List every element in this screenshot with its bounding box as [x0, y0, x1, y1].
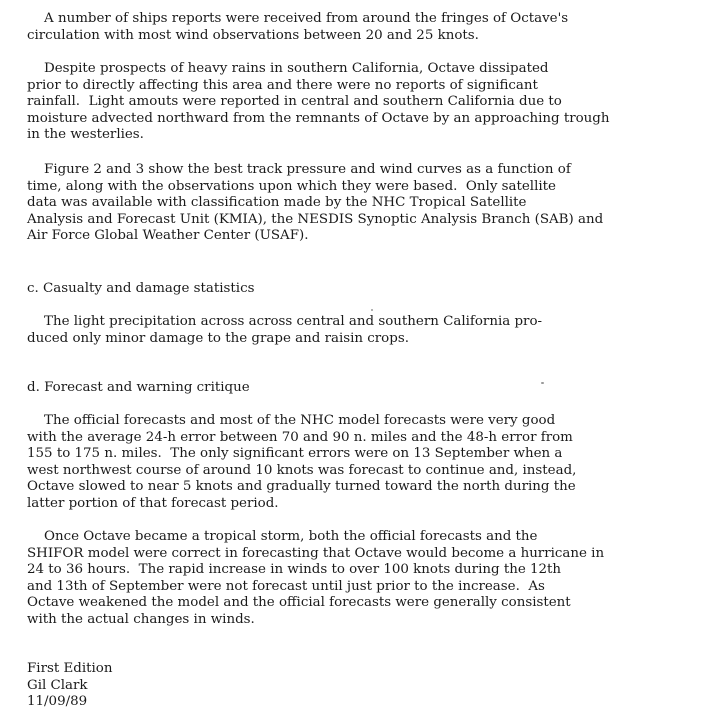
text-line: Air Force Global Weather Center (USAF).: [27, 228, 309, 244]
text-line: 155 to 175 n. miles. The only significant errors were on 13 September when a: [27, 446, 563, 462]
text-line: and 13th of September were not forecast until just prior to the increase. As: [27, 578, 545, 594]
section-heading-casualty: c. Casualty and damage statistics: [27, 281, 255, 296]
text-line: The light precipitation across across central and southern California pro-: [27, 314, 543, 329]
paragraph-forecast-errors: [27, 413, 699, 513]
paragraph-casualty: [27, 314, 699, 347]
text-line: circulation with most wind observations between 20 and 25 knots.: [27, 27, 479, 43]
text-line: moisture advected northward from the remnants of Octave by an approaching trough: [27, 110, 610, 126]
section-heading-forecast: d. Forecast and warning critique: [27, 380, 250, 395]
paragraph-best-track: [27, 162, 699, 245]
text-line: with the average 24-h error between 70 and 90 n. miles and the 48-h error from: [27, 429, 573, 445]
text-line: A number of ships reports were received from around the fringes of Octave's: [27, 11, 569, 26]
text-line: Despite prospects of heavy rains in southern California, Octave dissipated: [27, 61, 549, 76]
text-line: The official forecasts and most of the NHC model forecasts were very good: [27, 413, 556, 428]
text-line: Analysis and Forecast Unit (KMIA), the NESDIS Synoptic Analysis Branch (SAB) and: [27, 211, 604, 227]
text-line: SHIFOR model were correct in forecasting that Octave would become a hurricane in: [27, 545, 605, 561]
author-name: Gil Clark: [27, 677, 88, 693]
text-line: Octave slowed to near 5 knots and gradually turned toward the north during the: [27, 479, 576, 495]
text-line: rainfall. Light amouts were reported in central and southern California due to: [27, 94, 562, 110]
text-line: in the westerlies.: [27, 127, 144, 143]
text-line: data was available with classification made by the NHC Tropical Satellite: [27, 195, 527, 211]
text-line: prior to directly affecting this area and there were no reports of significant: [27, 77, 538, 93]
text-line: with the actual changes in winds.: [27, 611, 255, 627]
scan-speck: [541, 382, 544, 384]
text-line: 24 to 36 hours. The rapid increase in winds to over 100 knots during the 12th: [27, 562, 562, 578]
edition-label: First Edition: [27, 661, 113, 676]
text-line: latter portion of that forecast period.: [27, 495, 279, 511]
scan-speck: [371, 309, 373, 311]
signature-block: [27, 661, 112, 711]
text-line: Octave weakened the model and the official forecasts were generally consistent: [27, 595, 571, 611]
text-line: Once Octave became a tropical storm, both the official forecasts and the: [27, 529, 538, 544]
paragraph-rainfall: [27, 61, 699, 144]
document-date: 11/09/89: [27, 694, 88, 710]
text-line: west northwest course of around 10 knots was forecast to continue and, instead,: [27, 462, 577, 478]
paragraph-ship-reports: [27, 11, 699, 44]
paragraph-shifor: [27, 529, 699, 629]
text-line: Figure 2 and 3 show the best track pressure and wind curves as a function of: [27, 162, 571, 177]
text-line: time, along with the observations upon which they were based. Only satellite: [27, 178, 556, 194]
text-line: duced only minor damage to the grape and raisin crops.: [27, 330, 409, 346]
